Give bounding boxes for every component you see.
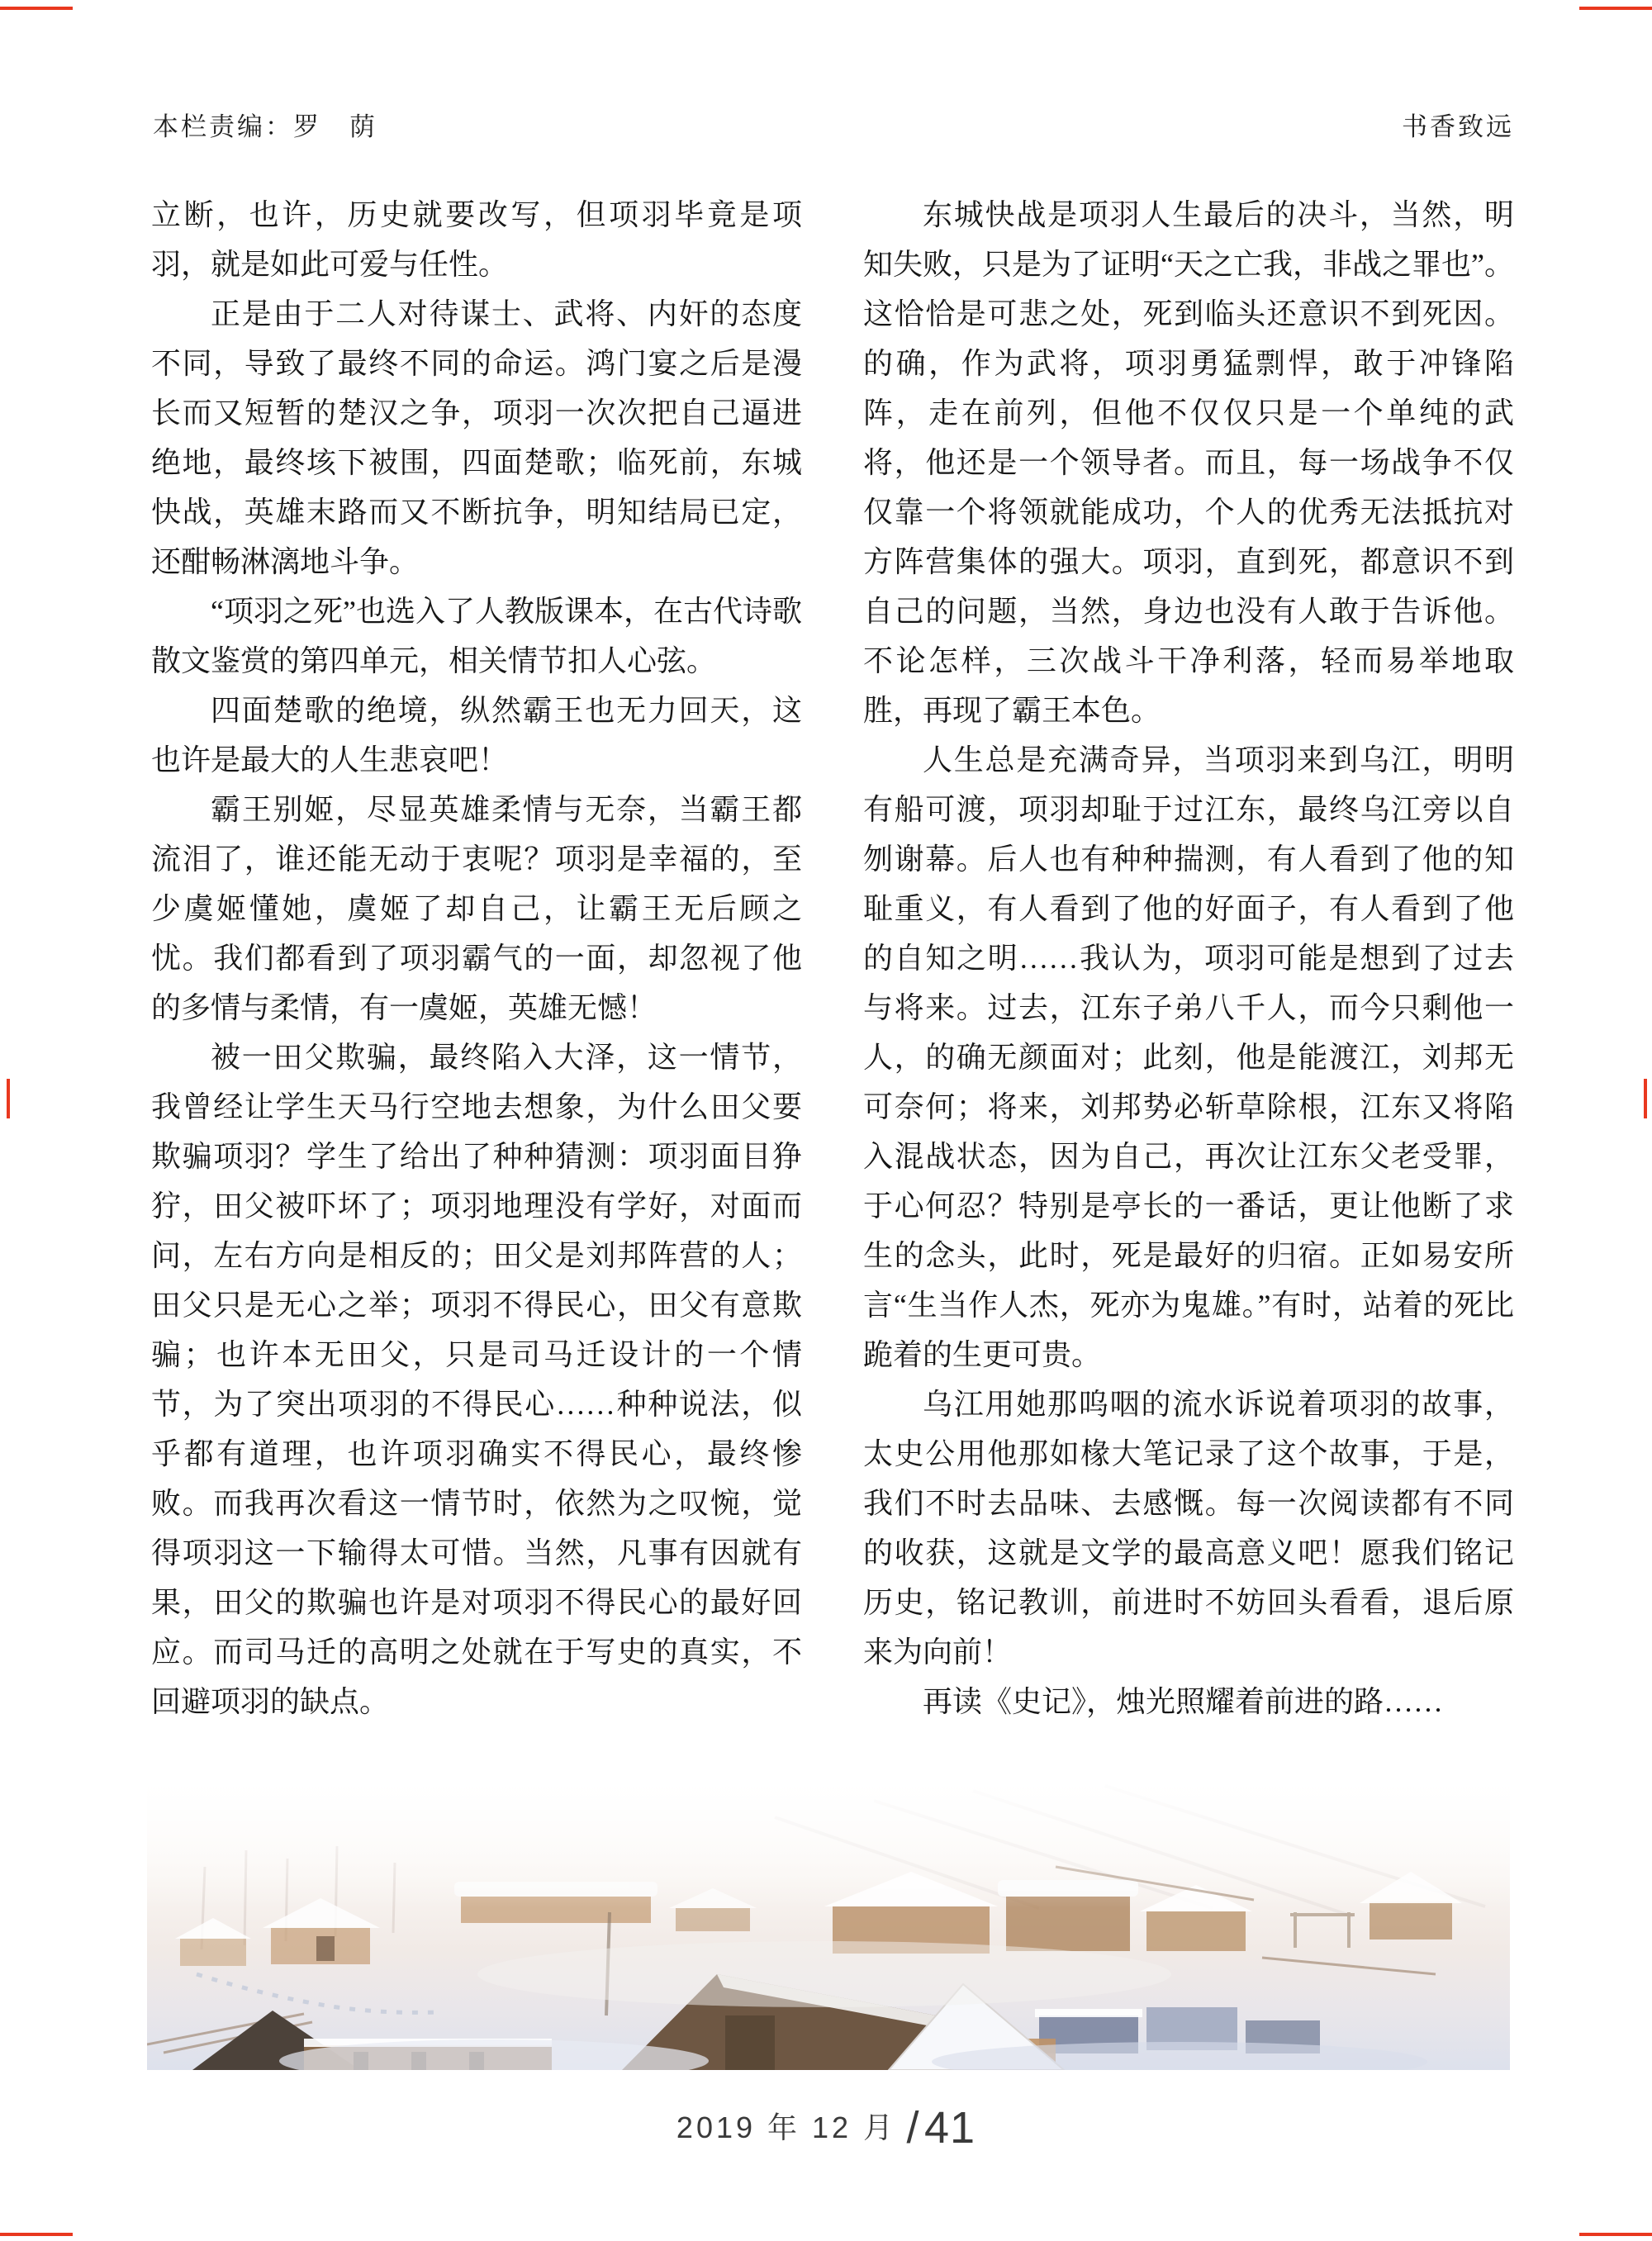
page-header xyxy=(153,106,1514,143)
page-footer xyxy=(0,2102,1652,2153)
crop-mark-top-left xyxy=(0,7,73,10)
paragraph: 再读《史记》，烛光照耀着前进的路…… xyxy=(923,1685,1444,1718)
right-column xyxy=(863,190,1514,1726)
paragraph: 立断，也许，历史就要改写，但项羽毕竟是项羽，就是如此可爱与任性。 xyxy=(151,198,802,281)
crop-mark-top-right xyxy=(1579,7,1652,10)
paragraph: 乌江用她那呜咽的流水诉说着项羽的故事，太史公用他那如椽大笔记录了这个故事，于是，我们不时去品味、去感慨。每一次阅读都有不同的收获，这就是文学的最高意义吧！愿我们铭记历史，铭记教训，前进时不妨回头看看，退后原来为向前！ xyxy=(863,1388,1514,1669)
paragraph: “项羽之死”也选入了人教版课本，在古代诗歌散文鉴赏的第四单元，相关情节扣人心弦。 xyxy=(151,595,802,677)
paragraph: 正是由于二人对待谋士、武将、内奸的态度不同，导致了最终不同的命运。鸿门宴之后是漫长而又短暂的楚汉之争，项羽一次次把自己逼进绝地，最终垓下被围，四面楚歌；临死前，东城快战，英雄末路而又不断抗争，明知结局已定，还酣畅淋漓地斗争。 xyxy=(151,297,802,578)
page-number: 41 xyxy=(923,2103,976,2153)
paragraph: 人生总是充满奇异，当项羽来到乌江，明明有船可渡，项羽却耻于过江东，最终乌江旁以自刎谢幕。后人也有种种揣测，有人看到了他的知耻重义，有人看到了他的好面子，有人看到了他的自知之明……我认为，项羽可能是想到了过去与将来。过去，江东子弟八千人，而今只剩他一人，的确无颜面对；此刻，他是能渡江，刘邦无可奈何；将来，刘邦势必斩草除根，江东又将陷入混战状态，因为自己，再次让江东父老受罪，于心何忍？特别是亭长的一番话，更让他断了求生的念头，此时，死是最好的归宿。正如易安所言“生当作人杰，死亦为鬼雄。”有时，站着的死比跪着的生更可贵。 xyxy=(863,743,1514,1371)
paragraph: 被一田父欺骗，最终陷入大泽，这一情节，我曾经让学生天马行空地去想象，为什么田父要欺骗项羽？学生了给出了种种猜测：项羽面目狰狞，田父被吓坏了；项羽地理没有学好，对面而问，左右方向是相反的；田父是刘邦阵营的人；田父只是无心之举；项羽不得民心，田父有意欺骗；也许本无田父，只是司马迁设计的一个情节，为了突出项羽的不得民心……种种说法，似乎都有道理，也许项羽确实不得民心，最终惨败。而我再次看这一情节时，依然为之叹惋，觉得项羽这一下输得太可惜。当然，凡事有因就有果，田父的欺骗也许是对项羽不得民心的最好回应。而司马迁的高明之处就在于写史的真实，不回避项羽的缺点。 xyxy=(151,1041,802,1718)
paragraph: 东城快战是项羽人生最后的决斗，当然，明知失败，只是为了证明“天之亡我，非战之罪也”。这恰恰是可悲之处，死到临头还意识不到死因。的确，作为武将，项羽勇猛剽悍，敢于冲锋陷阵，走在前列，但他不仅仅只是一个单纯的武将，他还是一个领导者。而且，每一场战争不仅仅靠一个将领就能成功，个人的优秀无法抵抗对方阵营集体的强大。项羽，直到死，都意识不到自己的问题，当然，身边也没有人敢于告诉他。不论怎样，三次战斗干净利落，轻而易举地取胜，再现了霸王本色。 xyxy=(863,198,1514,727)
column-title: 书香致远 xyxy=(1402,112,1514,141)
folio-slash: / xyxy=(906,2103,919,2153)
paragraph: 霸王别姬，尽显英雄柔情与无奈，当霸王都流泪了，谁还能无动于衷呢？项羽是幸福的，至少虞姬懂她，虞姬了却自己，让霸王无后顾之忧。我们都看到了项羽霸气的一面，却忽视了他的多情与柔情，有一虞姬，英雄无憾！ xyxy=(151,793,802,1024)
crop-mark-bottom-left xyxy=(0,2233,73,2236)
crop-mark-right-middle xyxy=(1644,1079,1647,1118)
paragraph: 四面楚歌的绝境，纵然霸王也无力回天，这也许是最大的人生悲哀吧！ xyxy=(151,694,802,776)
crop-mark-bottom-right xyxy=(1579,2233,1652,2236)
left-column xyxy=(151,190,802,1726)
article-body xyxy=(151,190,1514,1726)
editor-credit: 本栏责编：罗 荫 xyxy=(153,112,377,141)
issue-date: 2019 年 12 月 xyxy=(676,2110,897,2144)
crop-mark-left-middle xyxy=(7,1079,10,1118)
winter-village-photo xyxy=(147,1768,1510,2070)
